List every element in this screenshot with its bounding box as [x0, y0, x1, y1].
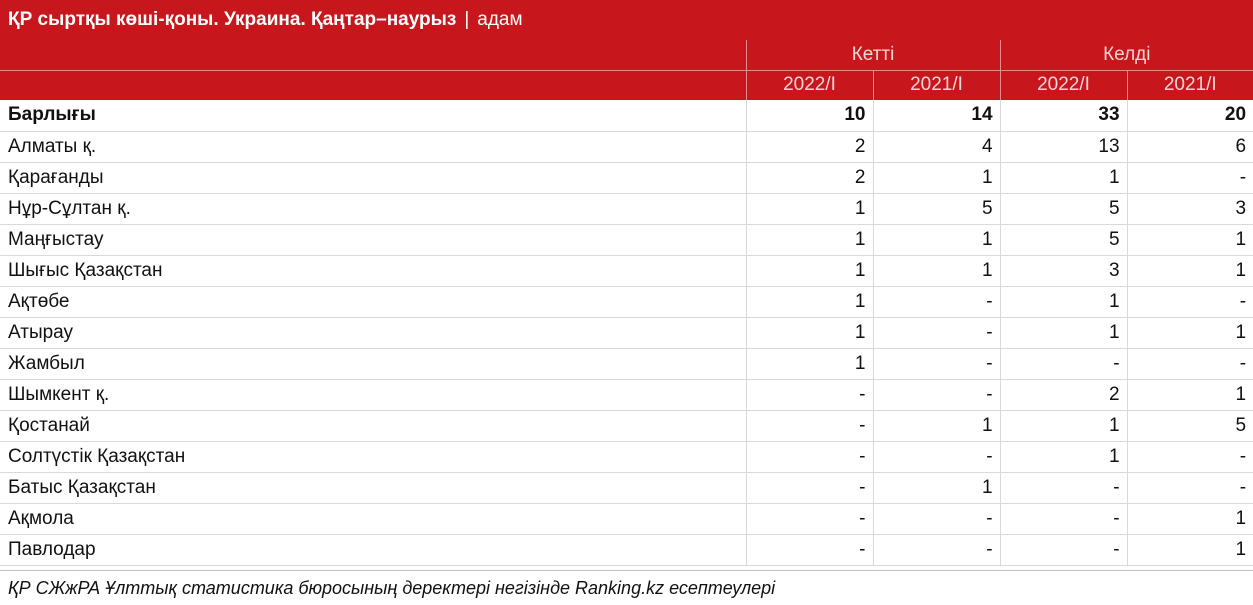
group-header-departed: Кетті: [746, 40, 1000, 70]
value-cell: 1: [1000, 410, 1127, 441]
value-cell: -: [873, 503, 1000, 534]
value-cell: 5: [1000, 193, 1127, 224]
value-cell: -: [1000, 503, 1127, 534]
table-row: [0, 193, 1253, 224]
total-row: [0, 100, 1253, 131]
table-row: [0, 534, 1253, 565]
value-cell: -: [746, 410, 873, 441]
value-cell: 1: [1000, 441, 1127, 472]
value-cell: 1: [746, 255, 873, 286]
header-row-years: [0, 70, 1253, 100]
value-cell: 1: [1127, 255, 1253, 286]
table-row: [0, 131, 1253, 162]
migration-table: [0, 40, 1253, 566]
value-cell: 10: [746, 100, 873, 131]
value-cell: -: [746, 503, 873, 534]
value-cell: 1: [873, 224, 1000, 255]
value-cell: -: [1127, 472, 1253, 503]
table-row: [0, 317, 1253, 348]
value-cell: 2: [746, 131, 873, 162]
value-cell: 3: [1000, 255, 1127, 286]
year-header: 2022/I: [1000, 70, 1127, 100]
value-cell: -: [746, 379, 873, 410]
value-cell: -: [873, 534, 1000, 565]
header-row-groups: [0, 40, 1253, 70]
title-separator: |: [464, 9, 470, 30]
value-cell: -: [1127, 162, 1253, 193]
header-corner: [0, 40, 746, 70]
year-header: 2022/I: [746, 70, 873, 100]
value-cell: -: [873, 348, 1000, 379]
value-cell: 1: [1127, 379, 1253, 410]
year-header: 2021/I: [1127, 70, 1253, 100]
value-cell: -: [746, 441, 873, 472]
value-cell: 1: [746, 317, 873, 348]
value-cell: -: [1000, 472, 1127, 503]
value-cell: 1: [1000, 317, 1127, 348]
table-title-bar: [0, 0, 1253, 40]
value-cell: 1: [1000, 286, 1127, 317]
region-name-cell: Павлодар: [0, 534, 746, 565]
value-cell: -: [1127, 286, 1253, 317]
region-name-cell: Атырау: [0, 317, 746, 348]
region-name-cell: Шығыс Қазақстан: [0, 255, 746, 286]
value-cell: -: [1127, 441, 1253, 472]
value-cell: 3: [1127, 193, 1253, 224]
region-name-cell: Ақмола: [0, 503, 746, 534]
table-row: [0, 224, 1253, 255]
table-row: [0, 472, 1253, 503]
region-name-cell: Шымкент қ.: [0, 379, 746, 410]
value-cell: 1: [1127, 224, 1253, 255]
value-cell: 1: [746, 224, 873, 255]
value-cell: 2: [746, 162, 873, 193]
table-row: [0, 348, 1253, 379]
table-row: [0, 162, 1253, 193]
source-note: ҚР СЖжРА Ұлттық статистика бюросының деректері негізінде Ranking.kz есептеулері: [0, 570, 1253, 605]
value-cell: -: [873, 286, 1000, 317]
value-cell: 5: [873, 193, 1000, 224]
region-name-cell: Алматы қ.: [0, 131, 746, 162]
value-cell: 5: [1127, 410, 1253, 441]
value-cell: -: [1000, 348, 1127, 379]
table-row: [0, 441, 1253, 472]
group-header-arrived: Келді: [1000, 40, 1253, 70]
header-corner-lower: [0, 70, 746, 100]
value-cell: 6: [1127, 131, 1253, 162]
value-cell: 1: [1127, 534, 1253, 565]
value-cell: 33: [1000, 100, 1127, 131]
value-cell: 1: [873, 162, 1000, 193]
value-cell: -: [873, 441, 1000, 472]
value-cell: 1: [746, 193, 873, 224]
region-name-cell: Солтүстік Қазақстан: [0, 441, 746, 472]
value-cell: -: [873, 379, 1000, 410]
region-name-cell: Маңғыстау: [0, 224, 746, 255]
region-name-cell: Барлығы: [0, 100, 746, 131]
value-cell: 14: [873, 100, 1000, 131]
region-name-cell: Батыс Қазақстан: [0, 472, 746, 503]
value-cell: 1: [873, 410, 1000, 441]
region-name-cell: Жамбыл: [0, 348, 746, 379]
value-cell: 2: [1000, 379, 1127, 410]
region-name-cell: Қостанай: [0, 410, 746, 441]
value-cell: 1: [746, 286, 873, 317]
value-cell: 4: [873, 131, 1000, 162]
table-title: ҚР сыртқы көші-қоны. Украина. Қаңтар–наурыз: [8, 9, 457, 30]
value-cell: 1: [1127, 317, 1253, 348]
value-cell: 1: [873, 255, 1000, 286]
region-name-cell: Ақтөбе: [0, 286, 746, 317]
region-name-cell: Нұр-Сұлтан қ.: [0, 193, 746, 224]
year-header: 2021/I: [873, 70, 1000, 100]
region-name-cell: Қарағанды: [0, 162, 746, 193]
table-row: [0, 255, 1253, 286]
table-body: [0, 100, 1253, 565]
value-cell: -: [1000, 534, 1127, 565]
value-cell: 1: [873, 472, 1000, 503]
table-row: [0, 379, 1253, 410]
table-row: [0, 503, 1253, 534]
value-cell: 13: [1000, 131, 1127, 162]
table-row: [0, 286, 1253, 317]
unit-label: адам: [477, 9, 523, 30]
value-cell: 5: [1000, 224, 1127, 255]
value-cell: -: [746, 472, 873, 503]
value-cell: 20: [1127, 100, 1253, 131]
value-cell: -: [1127, 348, 1253, 379]
value-cell: -: [873, 317, 1000, 348]
value-cell: 1: [1127, 503, 1253, 534]
table-row: [0, 410, 1253, 441]
value-cell: -: [746, 534, 873, 565]
value-cell: 1: [1000, 162, 1127, 193]
value-cell: 1: [746, 348, 873, 379]
